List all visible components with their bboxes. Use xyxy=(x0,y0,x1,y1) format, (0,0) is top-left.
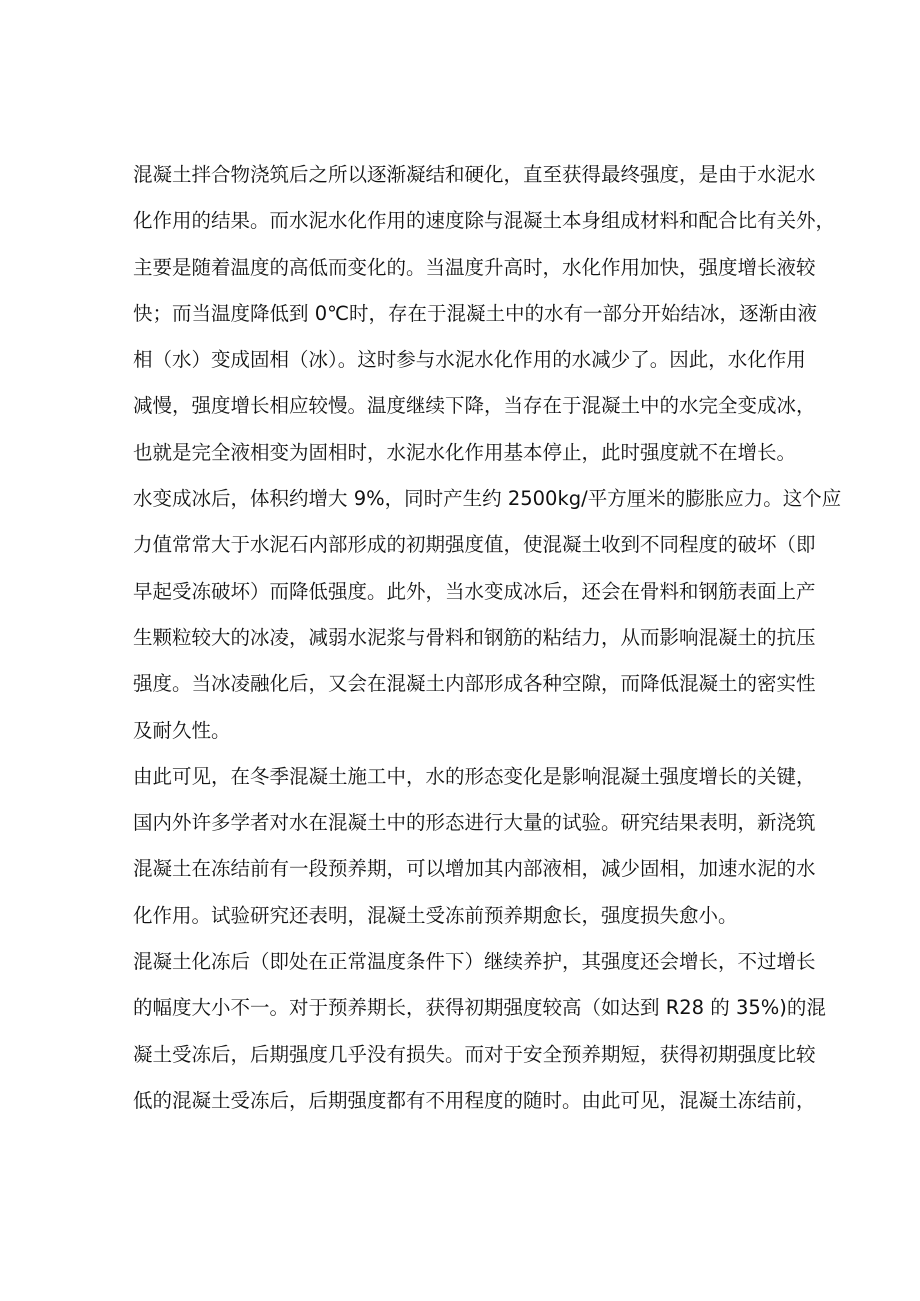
text-line: 及耐久性。 xyxy=(133,718,231,742)
text-line: 生颗粒较大的冰凌，减弱水泥浆与骨料和钢筋的粘结力，从而影响混凝土的抗压 xyxy=(133,625,816,649)
document-body xyxy=(133,152,842,1124)
text-line: 快；而当温度降低到 0℃时，存在于混凝土中的水有一部分开始结冰，逐渐由液 xyxy=(133,301,818,325)
text-line: 化作用的结果。而水泥水化作用的速度除与混凝土本身组成材料和配合比有关外， xyxy=(133,209,836,233)
text-line: 水变成冰后，体积约增大 9%，同时产生约 2500kg/平方厘米的膨胀应力。这个应 xyxy=(133,487,842,511)
paragraph-hydration-temperature xyxy=(133,152,836,476)
text-line: 强度。当冰凌融化后，又会在混凝土内部形成各种空隙，而降低混凝土的密实性 xyxy=(133,672,816,696)
text-line: 减慢，强度增长相应较慢。温度继续下降，当存在于混凝土中的水完全变成冰， xyxy=(133,394,816,418)
text-line: 混凝土在冻结前有一段预养期，可以增加其内部液相，减少固相，加速水泥的水 xyxy=(133,857,816,881)
paragraph-ice-expansion xyxy=(133,476,842,754)
text-line: 国内外许多学者对水在混凝土中的形态进行大量的试验。研究结果表明，新浇筑 xyxy=(133,811,816,835)
text-line: 由此可见，在冬季混凝土施工中，水的形态变化是影响混凝土强度增长的关键， xyxy=(133,764,816,788)
text-line: 低的混凝土受冻后，后期强度都有不用程度的随时。由此可见，混凝土冻结前， xyxy=(133,1088,816,1112)
text-line: 凝土受冻后，后期强度几乎没有损失。而对于安全预养期短，获得初期强度比较 xyxy=(133,1042,816,1066)
text-line: 力值常常大于水泥石内部形成的初期强度值，使混凝土收到不同程度的破坏（即 xyxy=(133,533,816,557)
text-line: 化作用。试验研究还表明，混凝土受冻前预养期愈长，强度损失愈小。 xyxy=(133,903,738,927)
text-line: 混凝土化冻后（即处在正常温度条件下）继续养护，其强度还会增长，不过增长 xyxy=(133,950,816,974)
text-line: 也就是完全液相变为固相时，水泥水化作用基本停止，此时强度就不在增长。 xyxy=(133,440,797,464)
text-line: 的幅度大小不一。对于预养期长，获得初期强度较高（如达到 R28 的 35%)的混 xyxy=(133,996,826,1020)
text-line: 相（水）变成固相（冰）。这时参与水泥水化作用的水减少了。因此，水化作用 xyxy=(133,348,806,372)
text-line: 混凝土拌合物浇筑后之所以逐渐凝结和硬化，直至获得最终强度，是由于水泥水 xyxy=(133,163,816,186)
text-line: 主要是随着温度的高低而变化的。当温度升高时，水化作用加快，强度增长液较 xyxy=(133,255,816,279)
paragraph-winter-construction xyxy=(133,754,816,939)
paragraph-post-thaw-curing xyxy=(133,939,826,1124)
text-line: 早起受冻破坏）而降低强度。此外，当水变成冰后，还会在骨料和钢筋表面上产 xyxy=(133,579,816,603)
